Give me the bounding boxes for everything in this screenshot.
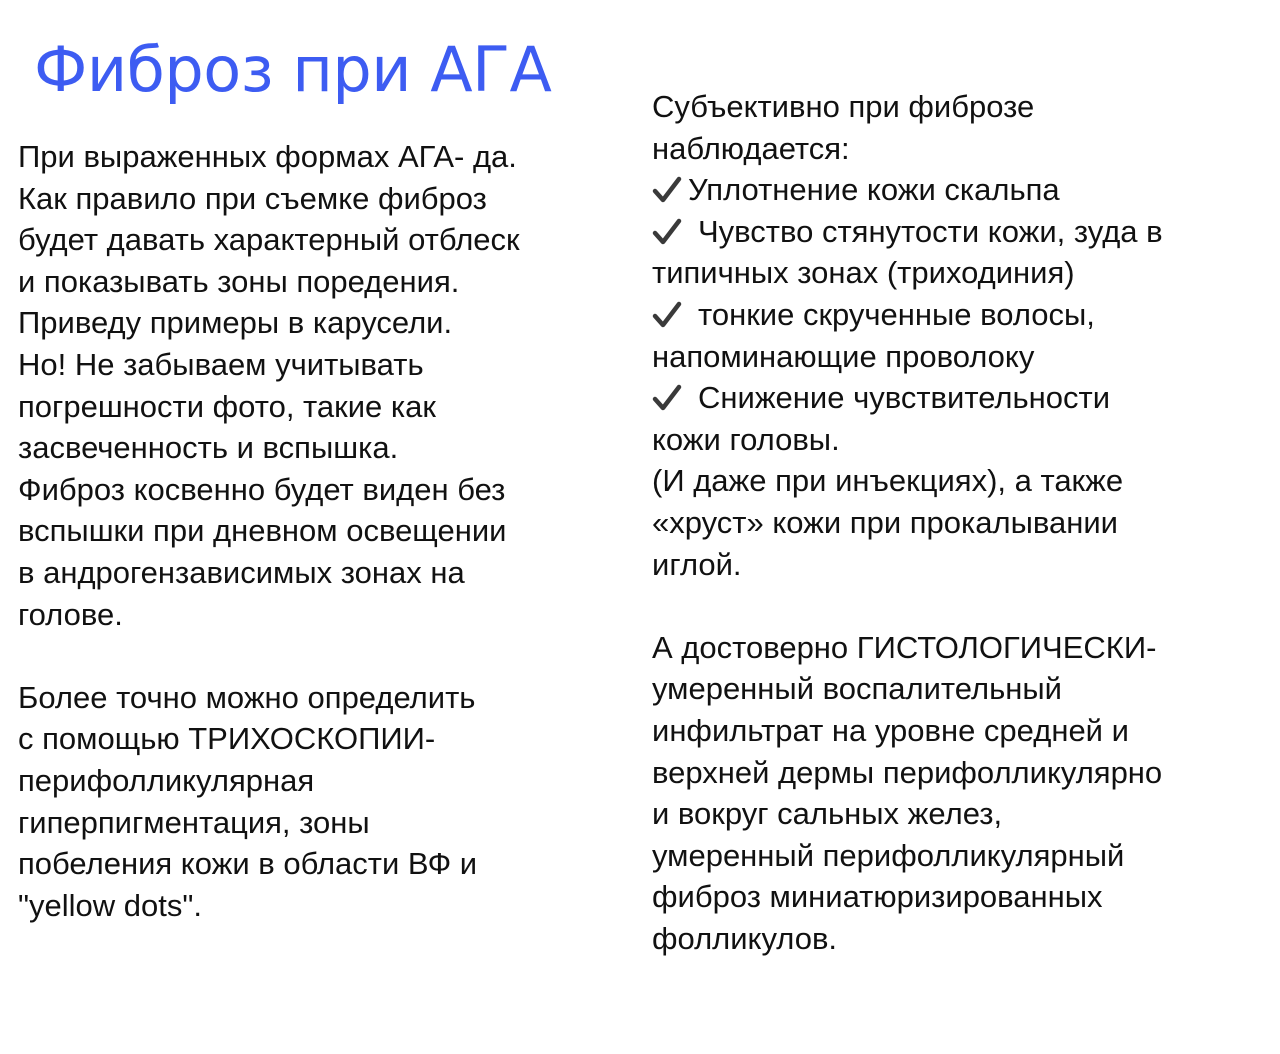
right-column (652, 86, 1272, 959)
text-line: с помощью ТРИХОСКОПИИ- (18, 721, 436, 757)
symptom-text: Чувство стянутости кожи, зуда в (698, 213, 1163, 249)
text-line: "yellow dots". (18, 887, 202, 923)
text-line: фолликулов. (652, 920, 838, 956)
text-line: в андрогензависимых зонах на (18, 554, 465, 590)
text-line: Более точно можно определить (18, 679, 476, 715)
text-line: типичных зонах (триходиния) (652, 255, 1075, 291)
symptom-item-3 (652, 294, 1272, 377)
text-line: наблюдается: (652, 130, 850, 166)
text-line: иглой. (652, 546, 742, 582)
symptom-text: тонкие скрученные волосы, (698, 296, 1095, 332)
left-paragraph-1 (18, 136, 628, 635)
right-paragraph-2 (652, 627, 1272, 960)
text-line: Но! Не забываем учитывать (18, 346, 424, 382)
check-mark-icon (652, 217, 682, 247)
text-line: При выраженных формах АГА- да. (18, 139, 517, 174)
text-line: Фиброз косвенно будет виден без (18, 471, 506, 507)
text-line: умеренный воспалительный (652, 671, 1062, 707)
check-mark-icon (652, 383, 682, 413)
text-line: голове. (18, 596, 123, 632)
text-line: гиперпигментация, зоны (18, 804, 370, 840)
check-mark-icon (652, 300, 682, 330)
page-title: Фиброз при АГА (34, 33, 552, 106)
check-mark-icon (652, 175, 682, 205)
text-line: умеренный перифолликулярный (652, 837, 1125, 873)
symptom-text: Уплотнение кожи скальпа (688, 172, 1060, 208)
text-line: Субъективно при фиброзе (652, 89, 1035, 124)
text-line: фиброз миниатюризированных (652, 879, 1103, 915)
text-line: и показывать зоны поредения. (18, 263, 460, 299)
text-line: Как правило при съемке фиброз (18, 180, 487, 216)
right-intro (652, 86, 1272, 169)
left-column (18, 136, 628, 926)
text-line: погрешности фото, такие как (18, 388, 436, 424)
symptom-item-2 (652, 211, 1272, 294)
text-line: кожи головы. (652, 421, 840, 457)
text-line: Приведу примеры в карусели. (18, 305, 453, 341)
left-paragraph-2 (18, 677, 628, 927)
paragraph-gap (18, 635, 628, 677)
text-line: вспышки при дневном освещении (18, 513, 507, 549)
symptom-item-1 (652, 169, 1272, 211)
text-line: перифолликулярная (18, 762, 315, 798)
text-line: побеления кожи в области ВФ и (18, 846, 478, 882)
text-line: (И даже при инъекциях), а также (652, 463, 1124, 499)
text-line: напоминающие проволоку (652, 338, 1035, 374)
text-line: и вокруг сальных желез, (652, 796, 1003, 832)
symptom-text: Снижение чувствительности (698, 380, 1111, 416)
text-line: верхней дермы перифолликулярно (652, 754, 1163, 790)
text-line: засвеченность и вспышка. (18, 430, 399, 466)
text-line: будет давать характерный отблеск (18, 222, 520, 258)
text-line: А достоверно ГИСТОЛОГИЧЕСКИ- (652, 629, 1157, 665)
paragraph-gap (652, 585, 1272, 627)
text-line: «хруст» кожи при прокалывании (652, 504, 1118, 540)
symptom-item-4 (652, 377, 1272, 585)
text-line: инфильтрат на уровне средней и (652, 712, 1129, 748)
